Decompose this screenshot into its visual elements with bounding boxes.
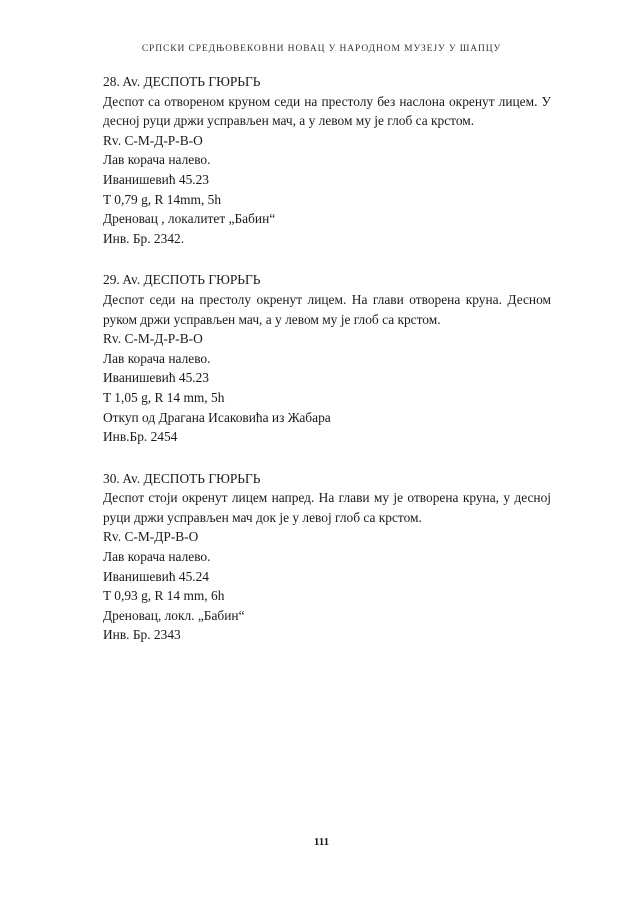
entry-reverse: Rv. С-М-Д-Р-В-О [103,132,203,148]
running-head: СРПСКИ СРЕДЊОВЕКОВНИ НОВАЦ У НАРОДНОМ МУЗЕЈУ У ШАПЦУ [141,44,502,54]
catalog-entry-28 [103,72,551,248]
entry-provenance: Откуп од Драгана Исаковића из Жабара [103,409,331,425]
entry-reference: Иванишевић 45.23 [103,370,210,386]
entry-reverse-description: Лав корача налево. [103,152,211,168]
entry-provenance: Дреновац , локалитет „Бабин“ [103,211,276,227]
entry-description: Деспот стоји окренут лицем напред. На глави му је отворена круна, у десној руци држи усправљен мач док је у левој глоб са крстом. [103,490,551,525]
entry-inventory: Инв. Бр. 2343 [103,627,181,643]
entry-description: Деспот са отвореном круном седи на престолу без наслона окренут лицем. У десној руци држи усправљен мач, а у левом му је глоб са крстом. [103,93,551,129]
entry-heading: 29. Av. ДЕСПОТЬ ГЮРЬГЬ [103,272,261,288]
entry-reverse-description: Лав корача налево. [103,549,211,565]
catalog-entries [103,72,551,667]
entry-metrics: T 0,79 g, R 14mm, 5h [103,191,222,207]
entry-heading: 28. Av. ДЕСПОТЬ ГЮРЬГЬ [103,74,261,89]
entry-metrics: T 0,93 g, R 14 mm, 6h [103,588,225,604]
entry-reference: Иванишевић 45.24 [103,568,210,584]
page-number: 111 [313,836,330,848]
entry-reference: Иванишевић 45.23 [103,171,210,187]
entry-reverse-description: Лав корача налево. [103,350,211,366]
catalog-entry-30 [103,469,551,645]
entry-inventory: Инв.Бр. 2454 [103,429,178,445]
entry-reverse: Rv. С-М-Д-Р-В-О [103,331,203,347]
entry-provenance: Дреновац, локл. „Бабин“ [103,607,245,623]
entry-description: Деспот седи на престолу окренут лицем. На глави отворена круна. Десном руком држи усправљен мач, а у левом му је глоб са крстом. [103,291,551,327]
catalog-entry-29 [103,270,551,446]
entry-metrics: T 1,05 g, R 14 mm, 5h [103,389,225,405]
entry-reverse: Rv. С-М-ДР-В-О [103,529,199,545]
entry-heading: 30. Av. ДЕСПОТЬ ГЮРЬГЬ [103,470,261,486]
entry-inventory: Инв. Бр. 2342. [103,230,185,246]
